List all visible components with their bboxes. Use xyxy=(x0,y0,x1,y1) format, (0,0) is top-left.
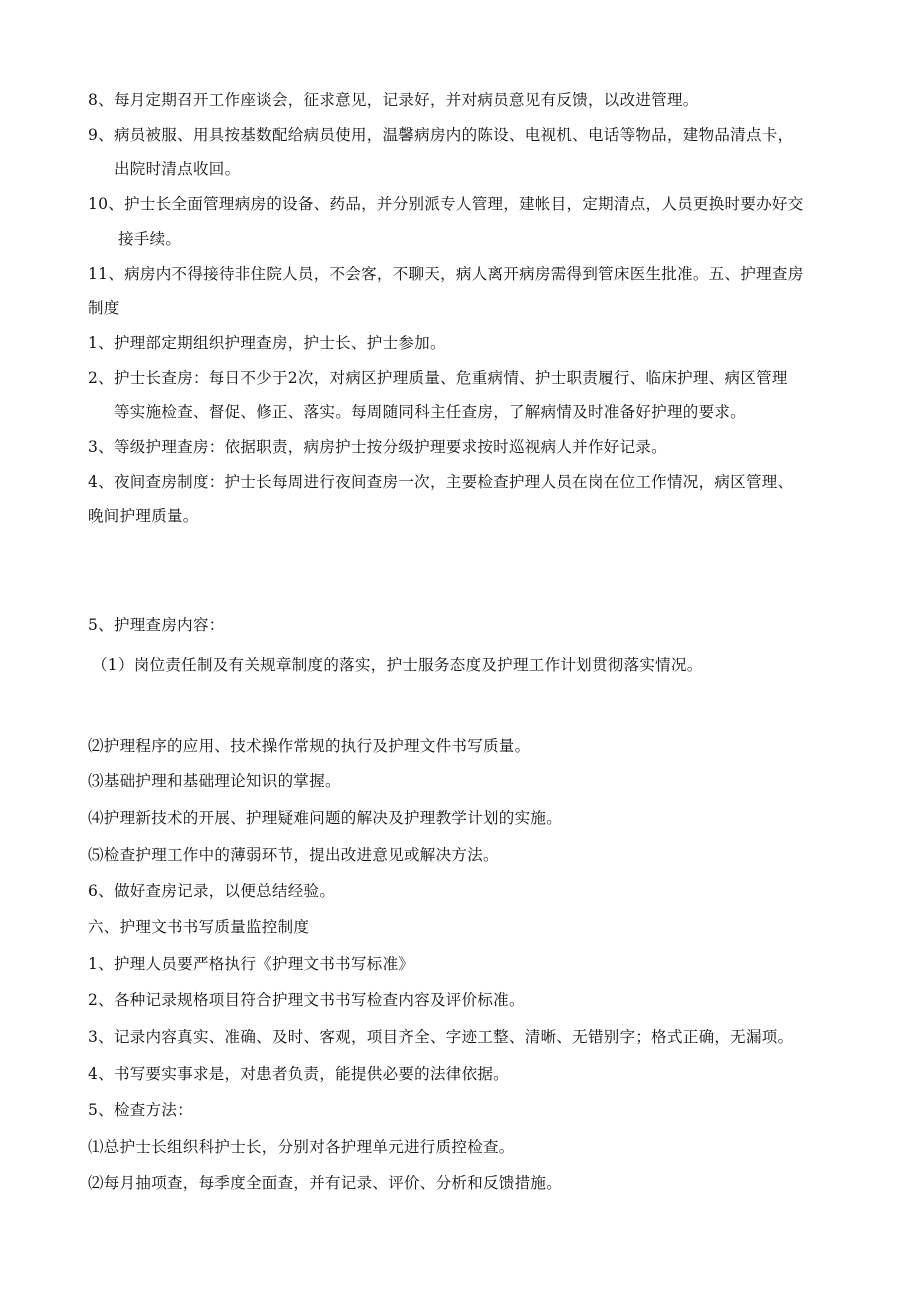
paragraph-line: 2、各种记录规格项目符合护理文书书写检查内容及评价标准。 xyxy=(88,991,525,1009)
paragraph-line: 4、书写要实事求是，对患者负责，能提供必要的法律依据。 xyxy=(88,1065,509,1083)
paragraph-line: 5、检查方法： xyxy=(88,1101,193,1119)
paragraph-line: 6、做好查房记录，以便总结经验。 xyxy=(88,882,336,900)
paragraph-line: 2、护士长查房：每日不少于2次，对病区护理质量、危重病情、护士职责履行、临床护理、病区管理 xyxy=(88,369,788,387)
paragraph-line: 3、等级护理查房：依据职责，病房护士按分级护理要求按时巡视病人并作好记录。 xyxy=(88,438,667,456)
paragraph-line: （1）岗位责任制及有关规章制度的落实，护士服务态度及护理工作计划贯彻落实情况。 xyxy=(92,656,703,674)
section-heading: 六、护理文书书写质量监控制度 xyxy=(88,918,310,936)
paragraph-line: 晚间护理质量。 xyxy=(88,507,199,525)
paragraph-line: 3、记录内容真实、准确、及时、客观，项目齐全、字迹工整、清晰、无错别字；格式正确，无漏项。 xyxy=(88,1028,794,1046)
paragraph-line: ⑷护理新技术的开展、护理疑难问题的解决及护理教学计划的实施。 xyxy=(88,809,563,827)
paragraph-line: 11、病房内不得接待非住院人员，不会客，不聊天，病人离开病房需得到管床医生批准。五、护理查房 xyxy=(88,265,804,283)
paragraph-line: 等实施检查、督促、修正、落实。每周随同科主任查房，了解病情及时准备好护理的要求。 xyxy=(114,403,747,421)
paragraph-line: 5、护理查房内容： xyxy=(88,616,225,634)
paragraph-line: 接手续。 xyxy=(118,230,182,248)
paragraph-line: ⑵每月抽项查，每季度全面查，并有记录、评价、分析和反馈措施。 xyxy=(88,1174,563,1192)
paragraph-line: 1、护理人员要严格执行《护理文书书写标准》 xyxy=(88,955,415,973)
paragraph-line: 出院时清点收回。 xyxy=(114,160,241,178)
paragraph-line: 10、护士长全面管理病房的设备、药品，并分别派专人管理，建帐目，定期清点，人员更换时要办好交 xyxy=(88,195,804,213)
paragraph-line: 4、夜间查房制度：护士长每周进行夜间查房一次，主要检查护理人员在岗在位工作情况，病区管理、 xyxy=(88,473,794,491)
paragraph-line: ⑶基础护理和基础理论知识的掌握。 xyxy=(88,772,341,790)
paragraph-line: 1、护理部定期组织护理查房，护士长、护士参加。 xyxy=(88,334,446,352)
paragraph-line: ⑸检查护理工作中的薄弱环节，提出改进意见或解决方法。 xyxy=(88,846,499,864)
paragraph-line: 8、每月定期召开工作座谈会，征求意见，记录好，并对病员意见有反馈，以改进管理。 xyxy=(88,91,699,109)
paragraph-line: 9、病员被服、用具按基数配给病员使用，温馨病房内的陈设、电视机、电话等物品，建物品清点卡， xyxy=(88,126,794,144)
paragraph-line: ⑵护理程序的应用、技术操作常规的执行及护理文件书写质量。 xyxy=(88,737,531,755)
paragraph-line: 制度 xyxy=(88,299,120,317)
paragraph-line: ⑴总护士长组织科护士长，分别对各护理单元进行质控检查。 xyxy=(88,1138,515,1156)
